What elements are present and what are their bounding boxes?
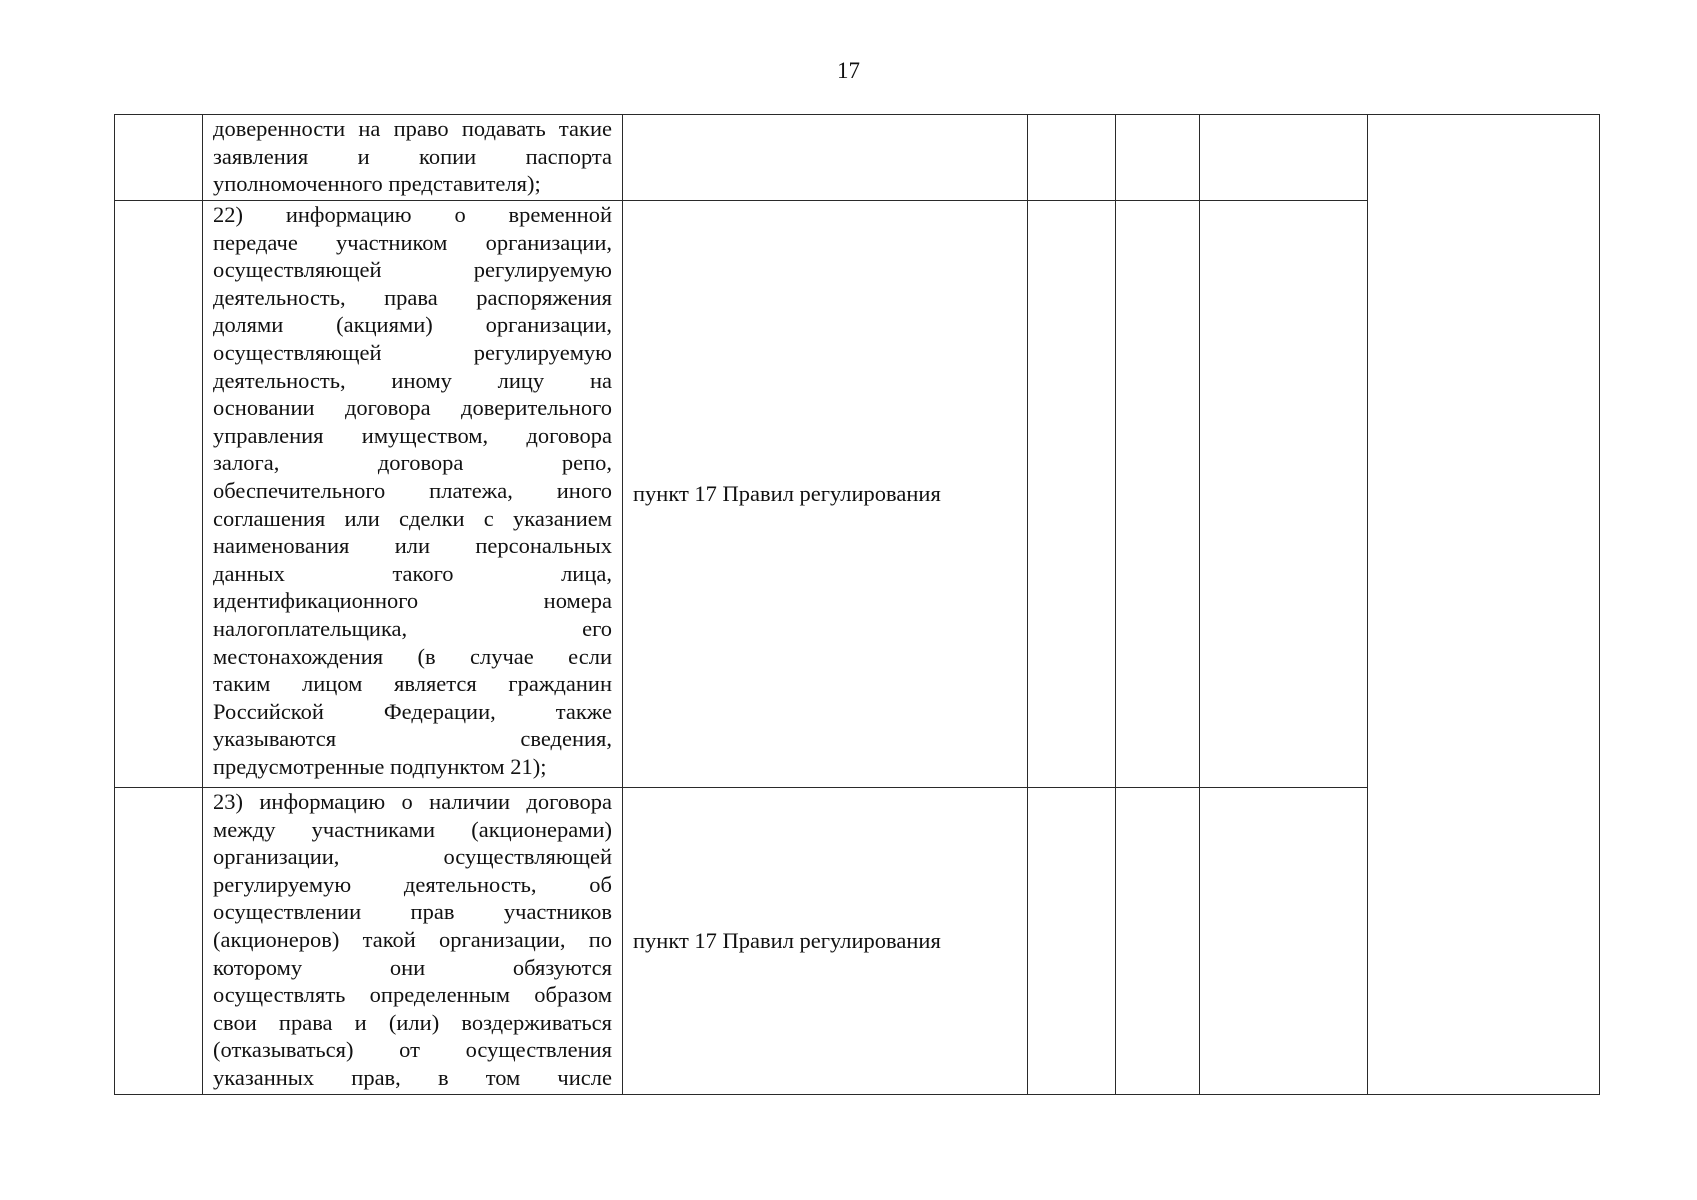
text-line: осуществлять определенным образом bbox=[213, 982, 612, 1008]
text-line: деятельность, права распоряжения bbox=[213, 284, 612, 310]
text-line: местонахождения (в случае если bbox=[213, 643, 612, 669]
reference-cell: пункт 17 Правил регулирования bbox=[623, 788, 1028, 1095]
text-line: между участниками (акционерами) bbox=[213, 816, 612, 842]
empty-cell bbox=[1200, 115, 1368, 201]
text-line: организации, осуществляющей bbox=[213, 844, 612, 870]
number-cell bbox=[115, 201, 203, 788]
merged-empty-cell bbox=[1368, 115, 1600, 1095]
text-line: долями (акциями) организации, bbox=[213, 312, 612, 338]
number-cell bbox=[115, 788, 203, 1095]
text-line: уполномоченного представителя); bbox=[213, 171, 541, 197]
page-number: 17 bbox=[837, 58, 860, 83]
requirements-table bbox=[114, 114, 1600, 1095]
text-line: осуществлении прав участников bbox=[213, 899, 612, 925]
text-line: основании договора доверительного bbox=[213, 395, 612, 421]
empty-cell bbox=[1116, 788, 1200, 1095]
empty-cell bbox=[1200, 788, 1368, 1095]
text-line: залога, договора репо, bbox=[213, 450, 612, 476]
text-line: идентификационного номера bbox=[213, 588, 612, 614]
text-line: 23) информацию о наличии договора bbox=[213, 789, 612, 814]
text-line: передаче участником организации, bbox=[213, 229, 612, 255]
requirement-text-cell bbox=[203, 201, 623, 788]
text-line: осуществляющей регулируемую bbox=[213, 339, 612, 365]
text-line: деятельность, иному лицу на bbox=[213, 367, 612, 393]
empty-cell bbox=[1200, 201, 1368, 788]
text-line: предусмотренные подпунктом 21); bbox=[213, 753, 547, 779]
text-line: налогоплательщика, его bbox=[213, 615, 612, 641]
text-line: свои права и (или) воздерживаться bbox=[213, 1009, 612, 1035]
requirement-text-cell bbox=[203, 788, 623, 1095]
empty-cell bbox=[1116, 201, 1200, 788]
number-cell bbox=[115, 115, 203, 201]
text-line: обеспечительного платежа, иного bbox=[213, 477, 612, 503]
text-line: (акционеров) такой организации, по bbox=[213, 926, 612, 952]
empty-cell bbox=[1116, 115, 1200, 201]
text-line: указываются сведения, bbox=[213, 726, 612, 752]
text-line: Российской Федерации, также bbox=[213, 698, 612, 724]
table-row bbox=[115, 115, 1600, 201]
text-line: управления имуществом, договора bbox=[213, 422, 612, 448]
reference-cell: пункт 17 Правил регулирования bbox=[623, 201, 1028, 788]
text-line: осуществляющей регулируемую bbox=[213, 257, 612, 283]
text-line: заявления и копии паспорта bbox=[213, 143, 612, 169]
text-line: данных такого лица, bbox=[213, 560, 612, 586]
text-line: соглашения или сделки с указанием bbox=[213, 505, 612, 531]
empty-cell bbox=[1028, 788, 1116, 1095]
text-line: 22) информацию о временной bbox=[213, 202, 612, 227]
text-line: таким лицом является гражданин bbox=[213, 671, 612, 697]
requirement-text-cell bbox=[203, 115, 623, 201]
text-line: регулируемую деятельность, об bbox=[213, 871, 612, 897]
text-line: наименования или персональных bbox=[213, 533, 612, 559]
empty-cell bbox=[1028, 201, 1116, 788]
reference-cell bbox=[623, 115, 1028, 201]
text-line: доверенности на право подавать такие bbox=[213, 116, 612, 141]
text-line: которому они обязуются bbox=[213, 954, 612, 980]
text-line: указанных прав, в том числе bbox=[213, 1064, 612, 1090]
text-line: (отказываться) от осуществления bbox=[213, 1037, 612, 1063]
empty-cell bbox=[1028, 115, 1116, 201]
